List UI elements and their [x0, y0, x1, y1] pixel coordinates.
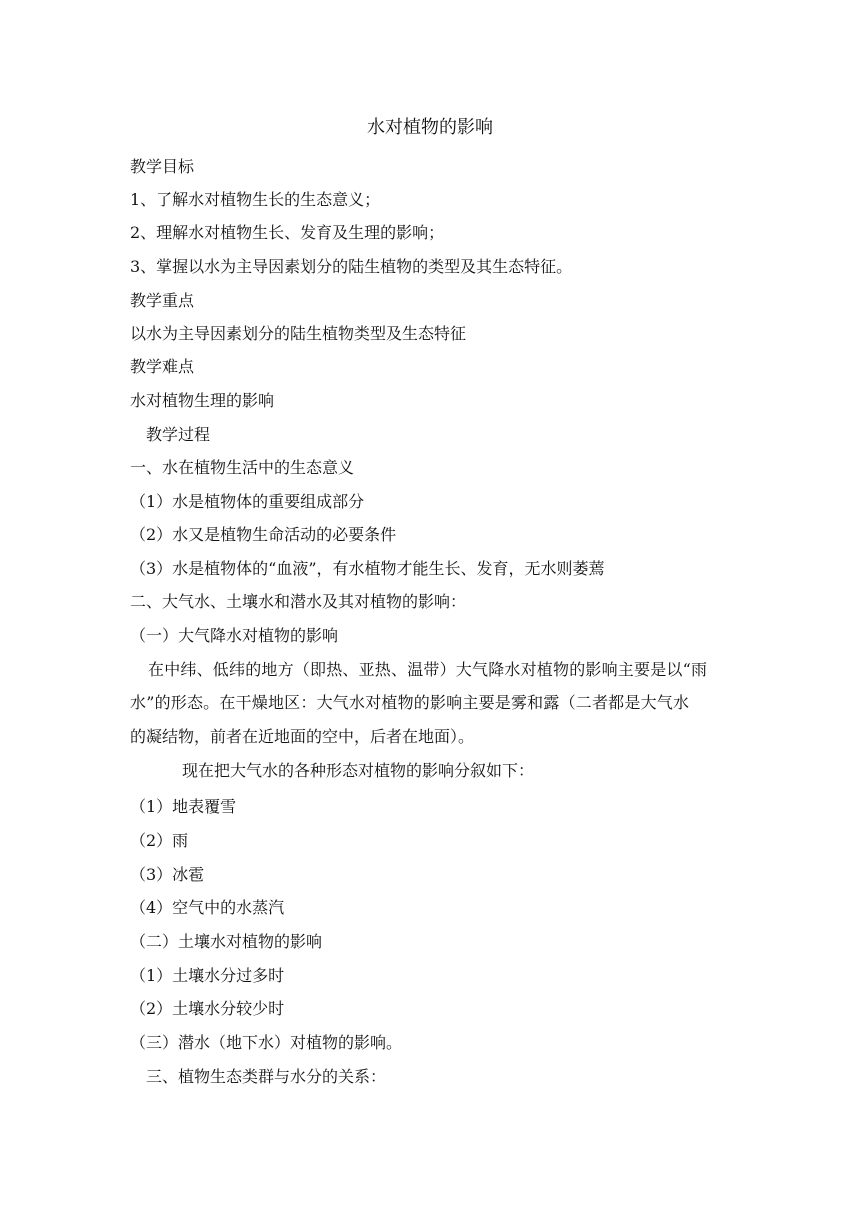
process-section-1-heading: 一、水在植物生活中的生态意义	[130, 458, 355, 477]
form-item-water-vapor: （4）空气中的水蒸汽	[130, 898, 285, 917]
process-item-1-1: （1）水是植物体的重要组成部分	[130, 492, 365, 511]
soil-water-item-scarce: （2）土壤水分较少时	[130, 999, 285, 1018]
form-item-hail: （3）冰雹	[130, 865, 205, 884]
section-heading-teaching-goals: 教学目标	[130, 157, 195, 176]
section-heading-difficulties: 教学难点	[130, 357, 195, 376]
process-item-1-3: （3）水是植物体的“血液”，有水植物才能生长、发育，无水则萎蔫	[130, 559, 605, 578]
subsection-soil-water: （二）土壤水对植物的影响	[130, 932, 323, 951]
document-title: 水对植物的影响	[367, 117, 493, 138]
form-item-rain: （2）雨	[130, 831, 189, 850]
process-item-1-2: （2）水又是植物生命活动的必要条件	[130, 525, 397, 544]
process-section-3-heading: 三、植物生态类群与水分的关系：	[146, 1067, 387, 1086]
subsection-atmospheric-precipitation: （一）大气降水对植物的影响	[130, 626, 339, 645]
goal-item-3: 3、掌握以水为主导因素划分的陆生植物的类型及其生态特征。	[130, 257, 573, 276]
paragraph-line-3: 的凝结物，前者在近地面的空中，后者在地面）。	[130, 727, 475, 746]
section-heading-teaching-process: 教学过程	[146, 425, 211, 444]
process-section-2-heading: 二、大气水、土壤水和潜水及其对植物的影响：	[130, 592, 467, 611]
paragraph-line-2: 水”的形态。在干燥地区：大气水对植物的影响主要是雾和露（二者都是大气水	[130, 693, 690, 712]
soil-water-item-excess: （1）土壤水分过多时	[130, 966, 285, 985]
paragraph-line-1: 在中纬、低纬的地方（即热、亚热、温带）大气降水对植物的影响主要是以“雨	[148, 660, 708, 679]
form-item-snow: （1）地表覆雪	[130, 797, 237, 816]
paragraph-intro-forms: 现在把大气水的各种形态对植物的影响分叙如下：	[182, 761, 535, 780]
difficulty-text: 水对植物生理的影响	[130, 391, 275, 410]
goal-item-2: 2、理解水对植物生长、发育及生理的影响；	[130, 223, 445, 242]
section-heading-key-points: 教学重点	[130, 291, 195, 310]
subsection-groundwater: （三）潜水（地下水）对植物的影响。	[130, 1033, 403, 1052]
goal-item-1: 1、了解水对植物生长的生态意义；	[130, 190, 381, 209]
key-point-text: 以水为主导因素划分的陆生植物类型及生态特征	[130, 324, 467, 343]
